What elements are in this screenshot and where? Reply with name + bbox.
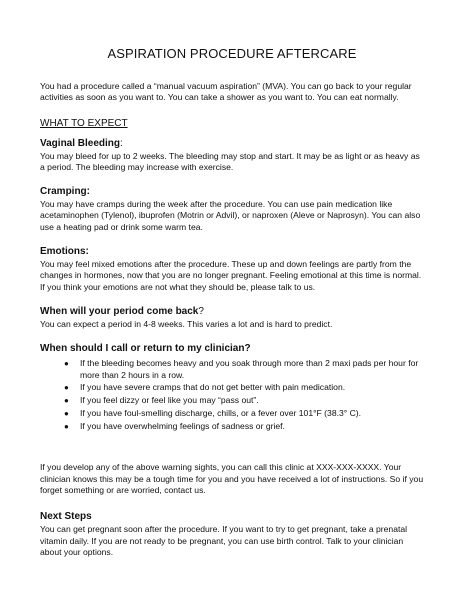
warning-contact-paragraph: If you develop any of the above warning sights, you can call this clinic at XXX-XXX-XXXX. Your clinician knows this may be a tough time for you and you have received a lot of instructions. So if you forget something or are worried, contact us.: [40, 462, 424, 496]
period-heading: [40, 305, 424, 318]
next-steps-heading: Next Steps: [40, 511, 92, 523]
intro-paragraph: You had a procedure called a “manual vacuum aspiration” (MVA). You can go back to your regular activities as soon as you want to. You can take a shower as you want to. You can eat normally.: [40, 81, 412, 103]
emotions-text: You may feel mixed emotions after the procedure. These up and down feelings are partly from the changes in hormones, now that you are no longer pregnant. Feeling emotional at this time is normal. If you think your emotions are not what they should be, please talk to us.: [40, 259, 422, 292]
warning-list: [40, 358, 424, 432]
next-steps-section: [40, 510, 424, 558]
call-section: [40, 342, 424, 432]
list-item-text: If the bleeding becomes heavy and you soak through more than 2 maxi pads per hour for more than 2 hours in a row.: [80, 358, 419, 380]
bleeding-heading-colon: :: [120, 137, 123, 149]
list-item: [64, 408, 424, 419]
list-item-text: If you feel dizzy or feel like you may “pass out”.: [80, 395, 259, 406]
bullet-icon: ●: [64, 359, 69, 369]
next-steps-text: You can get pregnant soon after the procedure. If you want to try to get pregnant, take a prenatal vitamin daily. If you are not ready to be pregnant, you can use birth control. Talk to your clinician about your options.: [40, 524, 408, 557]
list-item: [64, 421, 424, 432]
bleeding-heading-text: Vaginal Bleeding: [40, 137, 121, 149]
bleeding-section: [40, 137, 424, 174]
cramping-text: You may have cramps during the week after the procedure. You can use pain medication like acetaminophen (Tylenol), ibuprofen (Motrin or Advil), or naproxen (Aleve or Naprosyn). You can also use a heating pad or drink some warm tea.: [40, 199, 421, 232]
bullet-icon: ●: [64, 409, 69, 419]
list-item: [64, 395, 424, 406]
bullet-icon: ●: [64, 383, 69, 393]
emotions-heading: Emotions:: [40, 246, 89, 258]
list-item-text: If you have severe cramps that do not get better with pain medication.: [80, 382, 346, 393]
cramping-heading: Cramping:: [40, 186, 90, 198]
bleeding-text: You may bleed for up to 2 weeks. The bleeding may stop and start. It may be as light or as heavy as a period. The bleeding may increase with exercise.: [40, 150, 420, 172]
bullet-icon: ●: [64, 396, 69, 406]
bullet-icon: ●: [64, 422, 69, 432]
period-heading-question: ?: [198, 305, 204, 317]
list-item-text: If you have overwhelming feelings of sadness or grief.: [80, 421, 285, 432]
page-title: ASPIRATION PROCEDURE AFTERCARE: [107, 46, 357, 61]
bleeding-heading: [40, 137, 424, 150]
what-to-expect-heading: WHAT TO EXPECT: [40, 117, 128, 129]
call-heading: When should I call or return to my clinician?: [40, 343, 251, 355]
list-item-text: If you have foul-smelling discharge, chills, or a fever over 101°F (38.3° C).: [80, 408, 362, 419]
period-heading-text: When will your period come back: [40, 305, 199, 317]
list-item: [64, 358, 424, 381]
list-item: [64, 382, 424, 393]
emotions-section: [40, 245, 424, 293]
period-text: You can expect a period in 4-8 weeks. This varies a lot and is hard to predict.: [40, 318, 333, 329]
cramping-section: [40, 185, 424, 233]
period-section: [40, 305, 424, 330]
